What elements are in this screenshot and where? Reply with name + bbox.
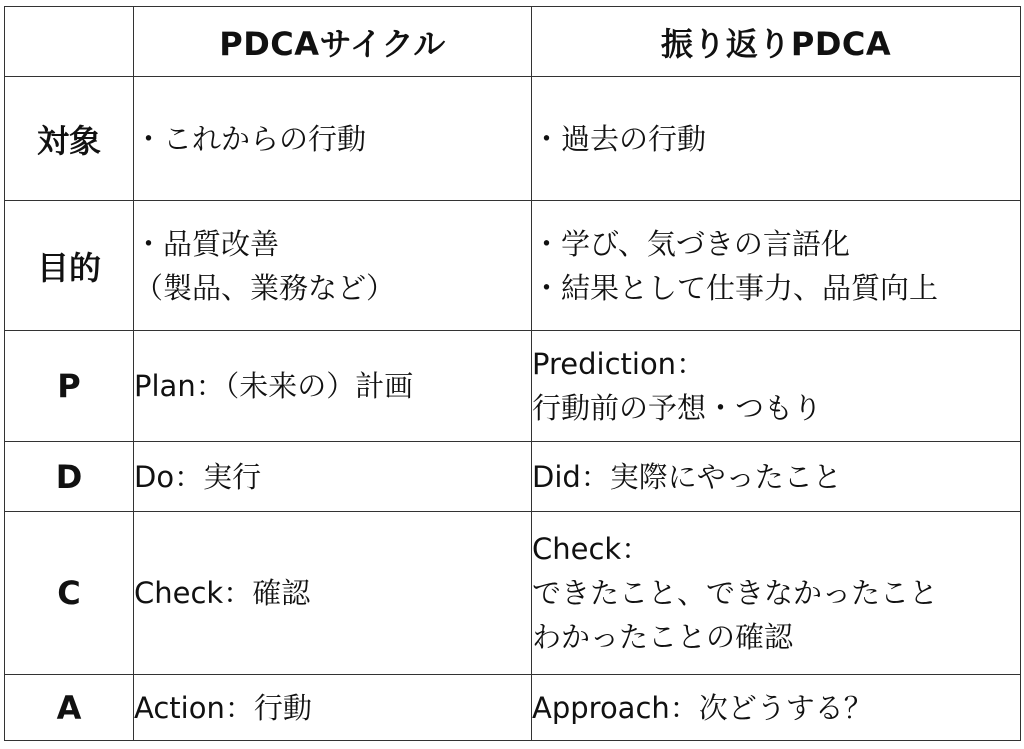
cell-line: Do：実行 <box>134 459 262 494</box>
cell-line: Did：実際にやったこと <box>532 459 842 494</box>
pdca-cell-p <box>134 331 532 442</box>
cell-line: わかったことの確認 <box>532 620 794 654</box>
header-pdca-cycle: PDCAサイクル <box>134 7 532 77</box>
reflection-cell-purpose <box>532 201 1021 331</box>
pdca-comparison-table <box>4 6 1021 741</box>
cell-line: ・過去の行動 <box>532 121 707 156</box>
header-reflection-pdca: 振り返りPDCA <box>532 7 1021 77</box>
cell-line: 行動前の予想・つもり <box>532 391 823 425</box>
cell-line: Check： <box>532 532 651 566</box>
reflection-cell-a <box>532 675 1021 741</box>
cell-line: ・学び、気づきの言語化 <box>532 226 850 261</box>
reflection-cell-p <box>532 331 1021 442</box>
cell-line: Action：行動 <box>134 690 312 725</box>
row-label-a: A <box>5 675 134 741</box>
cell-line: Approach：次どうする？ <box>532 690 873 725</box>
cell-line: できたこと、できなかったこと <box>532 576 939 610</box>
pdca-cell-c <box>134 512 532 675</box>
row-label-c: C <box>5 512 134 675</box>
reflection-cell-c <box>532 512 1021 675</box>
row-label-target: 対象 <box>5 77 134 201</box>
table-header-row <box>5 7 1021 77</box>
table-row-target <box>5 77 1021 201</box>
table-row-c <box>5 512 1021 675</box>
table-row-p <box>5 331 1021 442</box>
cell-line: ・結果として仕事力、品質向上 <box>532 270 939 305</box>
cell-line: ・これからの行動 <box>134 121 367 156</box>
pdca-cell-d <box>134 442 532 512</box>
cell-line: （製品、業務など） <box>134 270 396 305</box>
row-label-d: D <box>5 442 134 512</box>
cell-line: ・品質改善 <box>134 226 280 261</box>
header-corner-cell <box>5 7 134 77</box>
row-label-purpose: 目的 <box>5 201 134 331</box>
table-row-purpose <box>5 201 1021 331</box>
table-row-a <box>5 675 1021 741</box>
cell-line: Prediction： <box>532 347 706 381</box>
row-label-p: P <box>5 331 134 442</box>
pdca-cell-purpose <box>134 201 532 331</box>
reflection-cell-d <box>532 442 1021 512</box>
pdca-cell-target <box>134 77 532 201</box>
reflection-cell-target <box>532 77 1021 201</box>
cell-line: Plan：（未来の）計画 <box>134 369 414 403</box>
pdca-cell-a <box>134 675 532 741</box>
table-row-d <box>5 442 1021 512</box>
cell-line: Check：確認 <box>134 576 311 610</box>
